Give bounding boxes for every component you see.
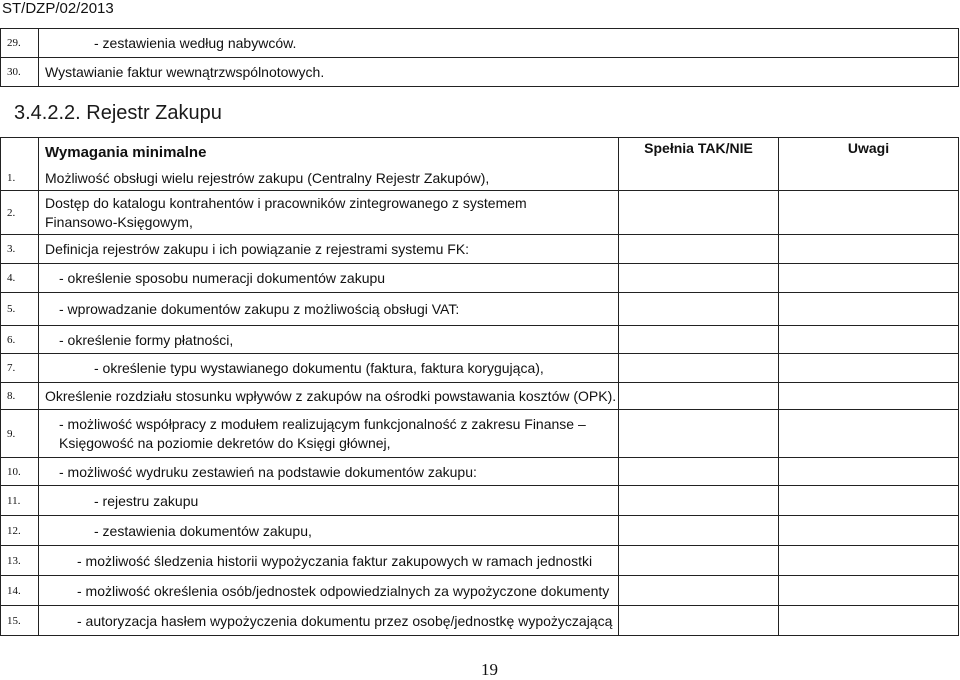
row-text: - określenie sposobu numeracji dokumentów zakupu [39, 264, 619, 293]
row-text: - możliwość wydruku zestawień na podstawie dokumentów zakupu: [39, 458, 619, 486]
row-number: 15. [1, 606, 39, 636]
document-code: ST/DZP/02/2013 [2, 0, 114, 17]
row-number: 11. [1, 486, 39, 516]
row-number: 6. [1, 326, 39, 354]
row-text: - zestawienia według nabywców. [39, 29, 959, 58]
row-text: - określenie formy płatności, [39, 326, 619, 354]
table-row [1, 383, 959, 410]
row-number: 13. [1, 546, 39, 576]
row-text: Określenie rozdziału stosunku wpływów z zakupów na ośrodki powstawania kosztów (OPK). [39, 383, 619, 410]
top-table [0, 28, 959, 87]
table-row [1, 293, 959, 326]
row-text: - autoryzacja hasłem wypożyczenia dokumentu przez osobę/jednostkę wypożyczającą [39, 606, 619, 636]
table-row [1, 264, 959, 293]
row-number: 30. [1, 58, 39, 87]
row-text: Możliwość obsługi wielu rejestrów zakupu (Centralny Rejestr Zakupów), [39, 167, 619, 191]
table-row [1, 576, 959, 606]
table-header-row [1, 138, 959, 167]
row-text: Wystawianie faktur wewnątrzwspólnotowych. [39, 58, 959, 87]
row-number: 14. [1, 576, 39, 606]
table-row [1, 235, 959, 264]
page-number: 19 [481, 660, 498, 679]
row-number: 29. [1, 29, 39, 58]
row-text: - możliwość określenia osób/jednostek odpowiedzialnych za wypożyczone dokumenty [39, 576, 619, 606]
row-number: 3. [1, 235, 39, 264]
row-text: Definicja rejestrów zakupu i ich powiązanie z rejestrami systemu FK: [39, 235, 619, 264]
row-number: 8. [1, 383, 39, 410]
row-text: - określenie typu wystawianego dokumentu (faktura, faktura korygująca), [39, 354, 619, 383]
row-text: - możliwość śledzenia historii wypożyczania faktur zakupowych w ramach jednostki [39, 546, 619, 576]
table-row [1, 546, 959, 576]
col-requirements: Wymagania minimalne [39, 138, 619, 167]
section-title: 3.4.2.2. Rejestr Zakupu [14, 102, 222, 124]
table-row [1, 486, 959, 516]
table-row [1, 29, 959, 58]
col-fulfills: Spełnia TAK/NIE [619, 138, 779, 191]
table-row [1, 410, 959, 458]
row-text: Dostęp do katalogu kontrahentów i pracowników zintegrowanego z systemem Finansowo-Księgowym, [39, 191, 619, 235]
table-row [1, 606, 959, 636]
table-row [1, 191, 959, 235]
row-text: - zestawienia dokumentów zakupu, [39, 516, 619, 546]
row-number: 7. [1, 354, 39, 383]
row-number: 10. [1, 458, 39, 486]
row-number: 1. [1, 167, 39, 191]
table-row [1, 326, 959, 354]
row-number: 12. [1, 516, 39, 546]
row-text: - możliwość współpracy z modułem realizującym funkcjonalność z zakresu Finanse – Księgowość na poziomie dekretów do Księgi głównej, [39, 410, 619, 458]
row-number: 2. [1, 191, 39, 235]
row-text: - wprowadzanie dokumentów zakupu z możliwością obsługi VAT: [39, 293, 619, 326]
row-text: - rejestru zakupu [39, 486, 619, 516]
table-row [1, 354, 959, 383]
row-number: 5. [1, 293, 39, 326]
table-row [1, 458, 959, 486]
row-number: 4. [1, 264, 39, 293]
col-notes: Uwagi [779, 138, 959, 191]
table-row [1, 516, 959, 546]
requirements-table [0, 137, 959, 636]
table-row [1, 58, 959, 87]
row-number: 9. [1, 410, 39, 458]
